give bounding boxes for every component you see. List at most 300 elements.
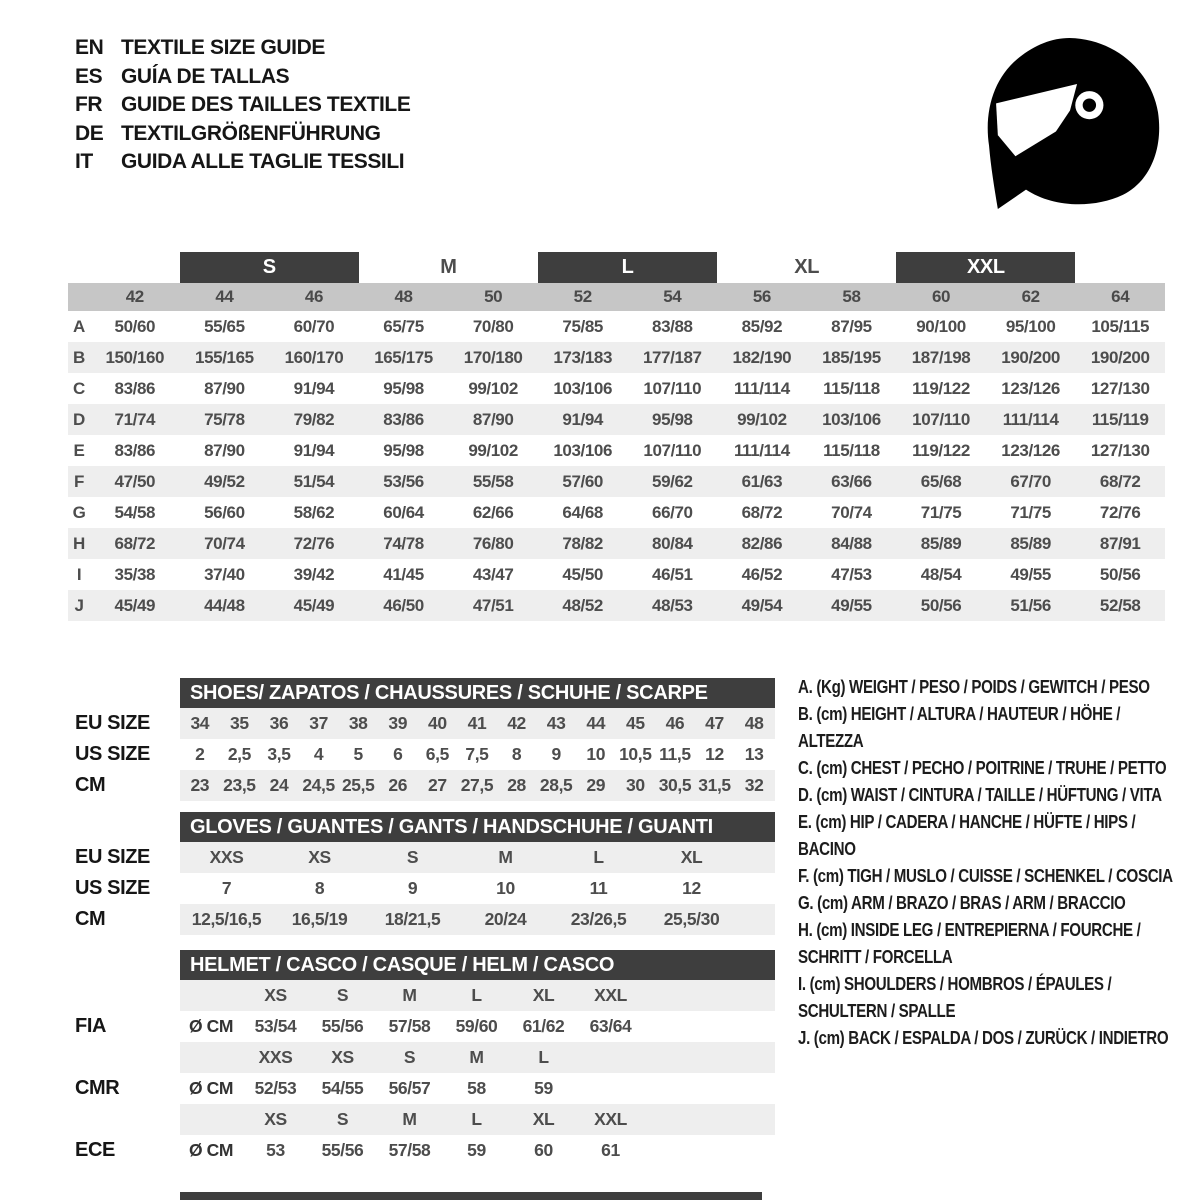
helmet-size-label: L <box>471 985 482 1005</box>
size-tick: 50 <box>484 287 503 306</box>
size-value-cell: 68/72 <box>1099 471 1141 491</box>
size-value-cell: 70/80 <box>472 316 514 336</box>
size-value-cell: 18/21,5 <box>384 909 441 929</box>
row-letter: A <box>73 316 85 336</box>
size-value-cell: 99/102 <box>468 440 518 460</box>
size-value-cell: 46/51 <box>652 564 693 584</box>
size-value-cell: 52/53 <box>254 1078 297 1098</box>
size-value-cell: 47/51 <box>472 595 514 615</box>
shoes-row <box>68 739 775 770</box>
size-value-cell: 39/42 <box>293 564 335 584</box>
size-value-cell: 30,5 <box>658 775 692 795</box>
row-letter: G <box>72 502 86 522</box>
row-label-us-size: US SIZE <box>75 743 150 765</box>
size-value-cell: 8 <box>511 744 522 764</box>
size-value-cell: 45/49 <box>293 595 335 615</box>
size-value-cell: 51/56 <box>1010 595 1051 615</box>
size-value-cell: 58/62 <box>293 502 335 522</box>
diameter-unit-label: Ø CM <box>188 1140 234 1160</box>
size-value-cell: 27 <box>428 775 447 795</box>
size-value-cell: 99/102 <box>737 409 787 429</box>
language-row <box>75 63 410 92</box>
shoes-cells <box>180 770 775 801</box>
size-value-cell: 28,5 <box>539 775 573 795</box>
helmet-size-label: L <box>538 1047 549 1067</box>
size-value-cell: 11,5 <box>659 744 691 764</box>
gloves-row <box>68 873 775 904</box>
size-value-cell: 3,5 <box>267 744 291 764</box>
size-value-cell: 47/53 <box>831 564 872 584</box>
size-value-cell: 115/118 <box>823 440 880 460</box>
row-label-fia: FIA <box>75 1015 107 1037</box>
size-value-cell: 62/66 <box>472 502 514 522</box>
size-value-cell: 79/82 <box>293 409 335 429</box>
row-label-empty <box>68 1042 180 1073</box>
size-value-cell: 123/126 <box>1001 378 1060 398</box>
size-value-cell: 39 <box>388 713 408 733</box>
helmet-size-label: XL <box>532 1109 555 1129</box>
size-value-cell: 59 <box>534 1078 553 1098</box>
section-header-gloves: GLOVES / GUANTES / GANTS / HANDSCHUHE / GUANTI <box>180 812 775 842</box>
size-value-cell: 50/56 <box>1099 564 1141 584</box>
size-value-cell: 85/89 <box>920 533 962 553</box>
helmet-size-label: XXL <box>594 1109 627 1129</box>
measure-row-d <box>68 404 1165 435</box>
legend-item: F. (cm) TIGH / MUSLO / CUISSE / SCHENKEL / COSCIA <box>798 866 1173 886</box>
legend-item: I. (cm) SHOULDERS / HOMBROS / ÉPAULES / SCHULTERN / SPALLE <box>798 974 1112 1021</box>
size-value-cell: L <box>593 847 604 867</box>
size-value-cell: 64/68 <box>562 502 603 522</box>
size-value-cell: 83/86 <box>114 378 156 398</box>
row-letter: J <box>74 595 84 615</box>
size-value-cell: 20/24 <box>484 909 527 929</box>
size-value-cell: 58 <box>467 1078 486 1098</box>
size-value-cell: 68/72 <box>741 502 783 522</box>
size-value-cell: 31,5 <box>698 775 731 795</box>
size-value-cell: 49/55 <box>831 595 872 615</box>
measure-row-c <box>68 373 1165 404</box>
size-value-cell: 44/48 <box>204 595 245 615</box>
size-value-cell: 38 <box>348 713 368 733</box>
size-value-cell: 56/57 <box>388 1078 431 1098</box>
legend-item: C. (cm) CHEST / PECHO / POITRINE / TRUHE / PETTO <box>798 758 1167 778</box>
helmet-size-cells <box>180 980 775 1011</box>
size-value-cell: 190/200 <box>1001 347 1060 367</box>
size-value-cell: 160/170 <box>284 347 344 367</box>
size-value-cell: 55/56 <box>321 1140 364 1160</box>
size-value-cell: 23/26,5 <box>570 909 627 929</box>
row-letter: C <box>73 378 85 398</box>
size-value-cell: 44 <box>586 713 606 733</box>
language-code: EN <box>75 36 104 59</box>
size-value-cell: 187/198 <box>911 347 971 367</box>
row-letter: D <box>73 409 85 429</box>
size-value-cell: 103/106 <box>822 409 881 429</box>
helmet-size-cells <box>180 1042 775 1073</box>
size-value-cell: 111/114 <box>733 378 790 398</box>
size-value-cell: 61/62 <box>522 1016 565 1036</box>
size-value-cell: 55/56 <box>321 1016 364 1036</box>
size-value-cell: 4 <box>313 744 324 764</box>
size-value-cell: 37/40 <box>204 564 245 584</box>
legend-item: D. (cm) WAIST / CINTURA / TAILLE / HÜFTUNG / VITA <box>798 785 1162 805</box>
size-value-cell: 8 <box>314 878 325 898</box>
size-value-cell: 10,5 <box>619 744 652 764</box>
size-value-cell: 105/115 <box>1091 316 1150 336</box>
size-value-cell: 40 <box>428 713 447 733</box>
helmet-icon <box>972 33 1168 209</box>
size-value-cell: 63/66 <box>831 471 872 491</box>
size-value-cell: 119/122 <box>912 440 970 460</box>
language-row <box>75 91 410 120</box>
size-value-cell: 5 <box>353 744 363 764</box>
row-letter: H <box>73 533 85 553</box>
size-value-cell: 29 <box>586 775 606 795</box>
size-value-cell: 70/74 <box>204 533 245 553</box>
size-value-cell: 59/62 <box>652 471 693 491</box>
size-value-cell: 24 <box>269 775 289 795</box>
legend-item: G. (cm) ARM / BRAZO / BRAS / ARM / BRACCIO <box>798 893 1126 913</box>
size-value-cell: 34 <box>190 713 210 733</box>
size-tick: 58 <box>842 287 861 306</box>
size-value-cell: 182/190 <box>732 347 792 367</box>
row-label-eu-size: EU SIZE <box>75 846 150 868</box>
size-value-cell: 170/180 <box>463 347 523 367</box>
size-value-cell: 83/86 <box>114 440 156 460</box>
size-value-cell: 111/114 <box>1002 409 1059 429</box>
size-value-cell: 12 <box>682 878 701 898</box>
size-value-cell: 43 <box>546 713 566 733</box>
size-value-cell: 87/91 <box>1099 533 1141 553</box>
size-value-cell: XXS <box>209 847 244 867</box>
size-value-cell: 95/98 <box>383 378 424 398</box>
size-value-cell: 173/183 <box>553 347 613 367</box>
shoes-row <box>68 708 775 739</box>
language-code: IT <box>75 150 93 173</box>
size-value-cell: 85/89 <box>1010 533 1051 553</box>
size-value-cell: 91/94 <box>293 378 335 398</box>
size-value-cell: 87/95 <box>831 316 872 336</box>
size-value-cell: 82/86 <box>741 533 783 553</box>
size-tick: 48 <box>394 287 413 306</box>
size-value-cell: 71/74 <box>114 409 156 429</box>
size-value-cell: 68/72 <box>114 533 156 553</box>
size-value-cell: 30 <box>625 775 645 795</box>
size-value-cell: XL <box>680 847 703 867</box>
row-label-ece: ECE <box>75 1139 115 1161</box>
shoes-cells <box>180 708 775 739</box>
size-value-cell: 107/110 <box>643 440 702 460</box>
size-value-cell: 80/84 <box>652 533 693 553</box>
size-value-cell: 84/88 <box>831 533 872 553</box>
size-value-cell: 85/92 <box>741 316 783 336</box>
size-value-cell: 87/90 <box>204 378 245 398</box>
size-value-cell: 6,5 <box>425 744 449 764</box>
size-value-cell: 25,5/30 <box>663 909 720 929</box>
size-value-cell: 59/60 <box>455 1016 498 1036</box>
size-value-cell: 6 <box>393 744 403 764</box>
size-value-cell: 95/100 <box>1005 316 1056 336</box>
legend-item: B. (cm) HEIGHT / ALTURA / HAUTEUR / HÖHE / ALTEZZA <box>798 704 1121 751</box>
size-value-cell: 72/76 <box>1099 502 1141 522</box>
helmet-value-cells <box>180 1073 775 1104</box>
measurement-legend <box>798 674 1200 1052</box>
size-value-cell: 7 <box>221 878 232 898</box>
helmet-size-label: XS <box>264 985 287 1005</box>
size-value-cell: 57/60 <box>562 471 603 491</box>
size-value-cell: 107/110 <box>912 409 970 429</box>
size-value-cell: 72/76 <box>293 533 335 553</box>
size-value-cell: 42 <box>507 713 526 733</box>
helmet-values-row <box>68 1073 775 1104</box>
size-value-cell: 76/80 <box>472 533 514 553</box>
gloves-row <box>68 842 775 873</box>
helmet-size-label: XXL <box>594 985 627 1005</box>
size-value-cell: 70/74 <box>831 502 872 522</box>
size-value-cell: 45/49 <box>114 595 156 615</box>
size-value-cell: 37 <box>309 713 328 733</box>
size-value-cell: 55/65 <box>204 316 245 336</box>
size-group-xl: XL <box>794 256 820 278</box>
language-title: GUÍA DE TALLAS <box>121 64 290 88</box>
size-value-cell: 111/114 <box>733 440 790 460</box>
language-code: FR <box>75 93 103 116</box>
language-row <box>75 148 410 177</box>
size-value-cell: 55/58 <box>472 471 514 491</box>
size-value-cell: XS <box>308 847 331 867</box>
size-value-cell: 67/70 <box>1010 471 1051 491</box>
size-value-cell: 57/58 <box>388 1016 431 1036</box>
gloves-cells <box>180 904 775 935</box>
size-group-s: S <box>180 252 359 283</box>
size-value-cell: 46 <box>665 713 685 733</box>
helmet-value-cells <box>180 1011 775 1042</box>
helmet-values-row <box>68 1135 775 1166</box>
size-value-cell: 83/86 <box>383 409 424 429</box>
measurement-rows <box>68 311 1165 621</box>
size-tick: 54 <box>663 287 682 306</box>
row-letter: B <box>73 347 85 367</box>
size-value-cell: 63/64 <box>589 1016 632 1036</box>
size-value-cell: 12 <box>705 744 724 764</box>
size-tick: 52 <box>573 287 592 306</box>
size-value-cell: 87/90 <box>472 409 514 429</box>
size-value-cell: 53/54 <box>254 1016 297 1036</box>
measure-row-e <box>68 435 1165 466</box>
size-value-cell: 9 <box>551 744 561 764</box>
size-value-cell: 60 <box>534 1140 553 1160</box>
size-value-cell: 45 <box>625 713 645 733</box>
size-value-cell: 2 <box>195 744 205 764</box>
size-value-cell: 123/126 <box>1001 440 1060 460</box>
row-label-us-size: US SIZE <box>75 877 150 899</box>
size-value-cell: 53/56 <box>383 471 424 491</box>
size-value-cell: 119/122 <box>912 378 970 398</box>
size-value-cell: 48/54 <box>920 564 962 584</box>
language-code: DE <box>75 121 104 145</box>
size-value-cell: 95/98 <box>383 440 424 460</box>
size-value-cell: 10 <box>586 744 606 764</box>
size-value-cell: 57/58 <box>388 1140 431 1160</box>
size-value-cell: 24,5 <box>302 775 335 795</box>
size-value-cell: 10 <box>496 878 515 898</box>
size-value-cell: 165/175 <box>374 347 433 367</box>
size-value-cell: 75/78 <box>204 409 245 429</box>
size-value-cell: 45/50 <box>562 564 603 584</box>
helmet-size-label: S <box>336 1109 349 1129</box>
size-value-cell: 127/130 <box>1090 440 1150 460</box>
size-value-cell: 50/56 <box>920 595 962 615</box>
helmet-size-label: XS <box>264 1109 287 1129</box>
size-value-cell: 99/102 <box>468 378 518 398</box>
size-tick: 56 <box>752 287 771 306</box>
size-value-cell: 48/52 <box>562 595 603 615</box>
size-value-cell: 127/130 <box>1090 378 1150 398</box>
size-value-cell: 2,5 <box>227 744 251 764</box>
section-header-shoes: SHOES/ ZAPATOS / CHAUSSURES / SCHUHE / SCARPE <box>180 678 775 708</box>
size-value-cell: 41 <box>467 713 487 733</box>
legend-item: E. (cm) HIP / CADERA / HANCHE / HÜFTE / HIPS / BACINO <box>798 812 1136 859</box>
row-letter: F <box>74 471 84 491</box>
row-label-eu-size: EU SIZE <box>75 712 150 734</box>
measure-row-g <box>68 497 1165 528</box>
row-label-cm: CM <box>75 908 106 930</box>
shoes-cells <box>180 739 775 770</box>
size-value-cell: 66/70 <box>652 502 693 522</box>
size-value-cell: 65/75 <box>383 316 424 336</box>
size-value-cell: 9 <box>407 878 418 898</box>
helmet-value-cells <box>180 1135 775 1166</box>
language-title: GUIDA ALLE TAGLIE TESSILI <box>121 150 405 173</box>
row-label-empty <box>68 980 180 1011</box>
size-tick: 60 <box>931 287 951 306</box>
size-value-cell: 26 <box>388 775 408 795</box>
size-value-cell: 177/187 <box>642 347 702 367</box>
size-group-m: M <box>440 256 457 278</box>
size-value-cell: 190/200 <box>1090 347 1150 367</box>
legend-item: J. (cm) BACK / ESPALDA / DOS / ZURÜCK / INDIETRO <box>798 1028 1169 1048</box>
size-group-xxl: XXL <box>896 252 1075 283</box>
size-value-cell: 54/55 <box>321 1078 364 1098</box>
size-value-cell: M <box>498 847 513 867</box>
size-tick: 62 <box>1021 287 1040 306</box>
shoes-row <box>68 770 775 801</box>
size-value-cell: 41/45 <box>383 564 424 584</box>
size-value-cell: 32 <box>744 775 764 795</box>
helmet-size-label: XL <box>532 985 555 1005</box>
size-value-cell: 185/195 <box>822 347 881 367</box>
size-value-cell: 53 <box>266 1140 285 1160</box>
row-letter: E <box>73 440 85 460</box>
size-value-cell: 56/60 <box>204 502 245 522</box>
size-value-cell: 49/52 <box>204 471 245 491</box>
size-value-cell: 23,5 <box>223 775 256 795</box>
size-value-cell: 65/68 <box>920 471 962 491</box>
size-value-cell: 47/50 <box>114 471 156 491</box>
helmet-size-label: XXS <box>258 1047 293 1067</box>
measure-row-b <box>68 342 1165 373</box>
size-value-cell: 95/98 <box>652 409 693 429</box>
size-value-cell: 90/100 <box>916 316 966 336</box>
size-value-cell: 87/90 <box>204 440 245 460</box>
size-value-cell: 51/54 <box>293 471 335 491</box>
row-label-cmr: CMR <box>75 1077 120 1099</box>
legend-item: A. (Kg) WEIGHT / PESO / POIDS / GEWITCH / PESO <box>798 677 1150 697</box>
size-value-cell: 49/55 <box>1010 564 1051 584</box>
legend-item: H. (cm) INSIDE LEG / ENTREPIERNA / FOURCHE / SCHRITT / FORCELLA <box>798 920 1141 967</box>
size-value-cell: 48 <box>744 713 764 733</box>
row-letter: I <box>76 564 82 584</box>
helmet-values-row <box>68 1011 775 1042</box>
row-label-empty <box>68 1104 180 1135</box>
size-value-cell: 91/94 <box>562 409 603 429</box>
measure-row-a <box>68 311 1165 342</box>
helmet-size-label: XS <box>331 1047 354 1067</box>
language-title: TEXTILE SIZE GUIDE <box>121 36 325 59</box>
section-header-helmet: HELMET / CASCO / CASQUE / HELM / CASCO <box>180 950 775 980</box>
gloves-cells <box>180 842 775 873</box>
size-value-cell: 71/75 <box>920 502 962 522</box>
size-value-cell: 35 <box>230 713 249 733</box>
helmet-size-label: M <box>402 985 417 1005</box>
row-label-cm: CM <box>75 774 106 796</box>
numeric-size-row <box>68 283 1165 311</box>
size-value-cell: 78/82 <box>562 533 603 553</box>
size-tick: 42 <box>125 287 144 306</box>
size-group-header-row <box>68 252 1165 283</box>
gloves-cells <box>180 873 775 904</box>
size-value-cell: 107/110 <box>643 378 702 398</box>
size-value-cell: 50/60 <box>114 316 156 336</box>
size-tick: 46 <box>304 287 323 306</box>
size-value-cell: 54/58 <box>114 502 156 522</box>
size-value-cell: 46/52 <box>741 564 783 584</box>
measure-row-i <box>68 559 1165 590</box>
language-title: TEXTILGRÖßENFÜHRUNG <box>121 121 381 145</box>
size-value-cell: 52/58 <box>1099 595 1141 615</box>
helmet-size-label: L <box>471 1109 482 1129</box>
helmet-size-label: S <box>403 1047 416 1067</box>
size-value-cell: 60/70 <box>293 316 335 336</box>
language-code: ES <box>75 64 103 88</box>
size-value-cell: 7,5 <box>465 744 489 764</box>
size-value-cell: 155/165 <box>195 347 254 367</box>
size-group-l: L <box>538 252 717 283</box>
diameter-unit-label: Ø CM <box>188 1078 234 1098</box>
size-value-cell: 150/160 <box>105 347 165 367</box>
size-value-cell: 115/118 <box>823 378 880 398</box>
helmet-size-label: M <box>402 1109 417 1129</box>
helmet-size-label: S <box>336 985 349 1005</box>
size-value-cell: 16,5/19 <box>291 909 348 929</box>
size-value-cell: 36 <box>269 713 289 733</box>
textile-size-table <box>68 252 1165 621</box>
size-value-cell: 60/64 <box>383 502 424 522</box>
size-value-cell: 61 <box>601 1140 620 1160</box>
size-value-cell: 103/106 <box>553 378 613 398</box>
measure-row-h <box>68 528 1165 559</box>
gloves-row <box>68 904 775 935</box>
size-value-cell: 74/78 <box>383 533 424 553</box>
size-value-cell: S <box>406 847 419 867</box>
language-title-list <box>75 34 410 177</box>
measure-row-j <box>68 590 1165 621</box>
cutoff-section-bar <box>180 1192 762 1200</box>
size-tick: 44 <box>215 287 234 306</box>
size-value-cell: 59 <box>467 1140 486 1160</box>
size-value-cell: 49/54 <box>741 595 783 615</box>
size-value-cell: 47 <box>705 713 724 733</box>
